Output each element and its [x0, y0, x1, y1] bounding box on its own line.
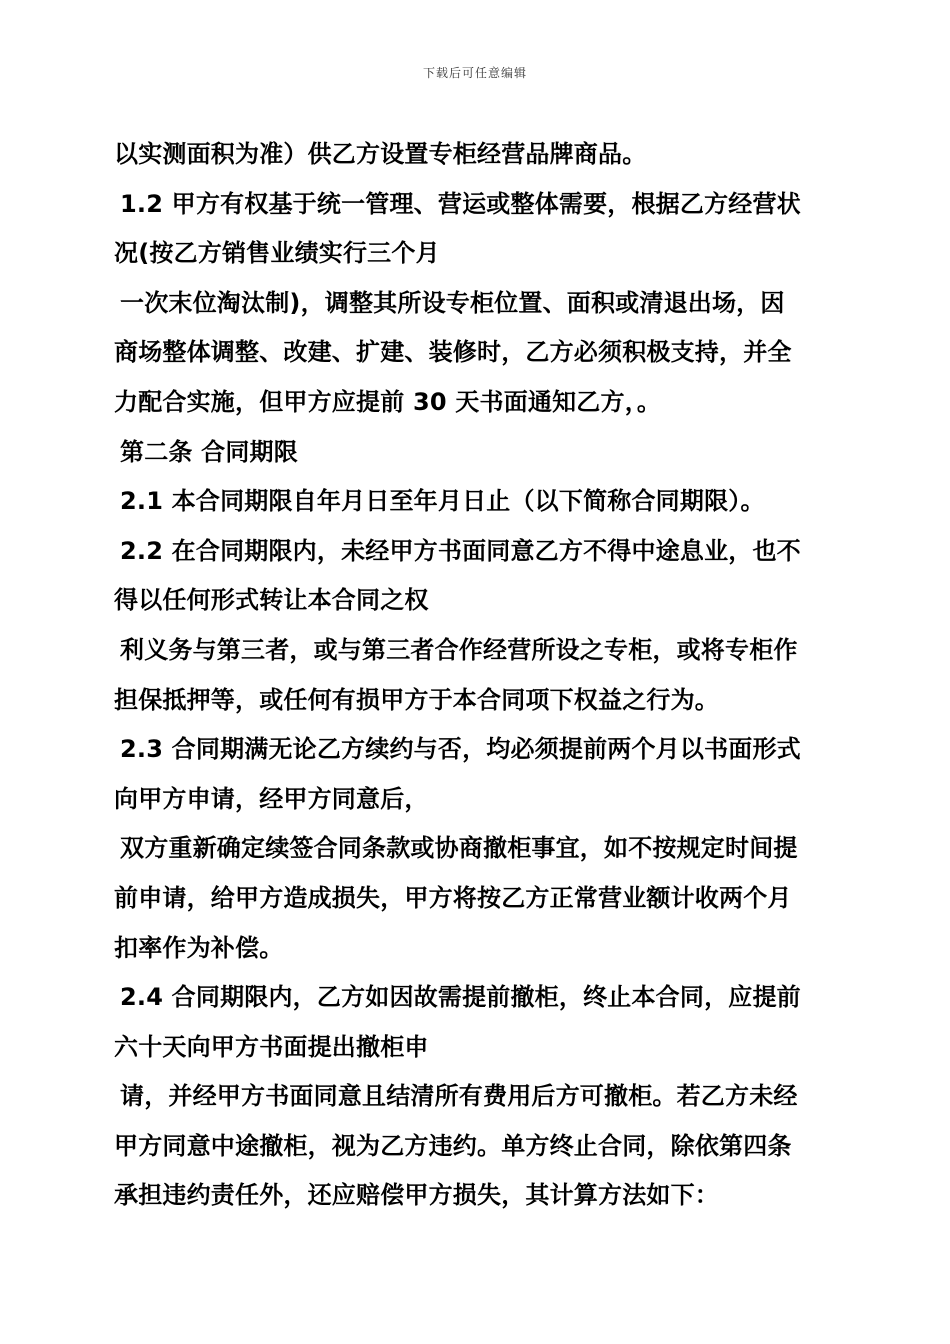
clause-2-3-line-4: 前申请，给甲方造成损失，甲方将按乙方正常营业额计收两个月 [114, 883, 792, 912]
clause-2-4-line-1: 2.4 合同期限内，乙方如因故需提前撤柜，终止本合同，应提前 [120, 983, 801, 1012]
clause-2-3-line-3: 双方重新确定续签合同条款或协商撤柜事宜，如不按规定时间提 [120, 834, 798, 863]
clause-2-2-line-4: 担保抵押等，或任何有损甲方于本合同项下权益之行为。 [114, 685, 719, 714]
clause-2-4-line-4: 甲方同意中途撤柜，视为乙方违约。单方终止合同，除依第四条 [114, 1131, 792, 1160]
clause-2-4-line-2: 六十天向甲方书面提出撤柜申 [114, 1032, 429, 1061]
clause-2-3-line-5: 扣率作为补偿。 [114, 933, 284, 962]
clause-2-2-line-2: 得以任何形式转让本合同之权 [114, 586, 429, 615]
clause-2-1-line-1: 2.1 本合同期限自年月日至年月日止（以下简称合同期限）。 [120, 487, 765, 516]
clause-1-2-line-3: 一次末位淘汰制)，调整其所设专柜位置、面积或清退出场，因 [120, 288, 785, 317]
clause-2-2-line-3: 利义务与第三者，或与第三者合作经营所设之专柜，或将专柜作 [120, 635, 798, 664]
clause-2-4-line-5: 承担违约责任外，还应赔偿甲方损失，其计算方法如下： [114, 1181, 719, 1210]
page-header-watermark: 下载后可任意编辑 [422, 66, 527, 80]
clause-1-2-line-4: 商场整体调整、改建、扩建、装修时，乙方必须积极支持，并全 [114, 338, 792, 367]
clause-2-3-line-1: 2.3 合同期满无论乙方续约与否，均必须提前两个月以书面形式 [120, 735, 801, 764]
clause-1-2-line-1: 1.2 甲方有权基于统一管理、营运或整体需要，根据乙方经营状 [120, 189, 801, 218]
section-heading-article-2: 第二条 合同期限 [120, 437, 298, 466]
clause-1-2-line-2: 况(按乙方销售业绩实行三个月 [114, 239, 440, 268]
clause-2-3-line-2: 向甲方申请，经甲方同意后， [114, 784, 429, 813]
clause-2-4-line-3: 请，并经甲方书面同意且结清所有费用后方可撤柜。若乙方未经 [120, 1082, 798, 1111]
clause-1-2-line-5: 力配合实施，但甲方应提前 30 天书面通知乙方，。 [114, 387, 662, 416]
text-line-1: 以实测面积为准）供乙方设置专柜经营品牌商品。 [114, 140, 647, 168]
clause-2-2-line-1: 2.2 在合同期限内，未经甲方书面同意乙方不得中途息业，也不 [120, 536, 801, 565]
document-body [114, 130, 844, 1221]
